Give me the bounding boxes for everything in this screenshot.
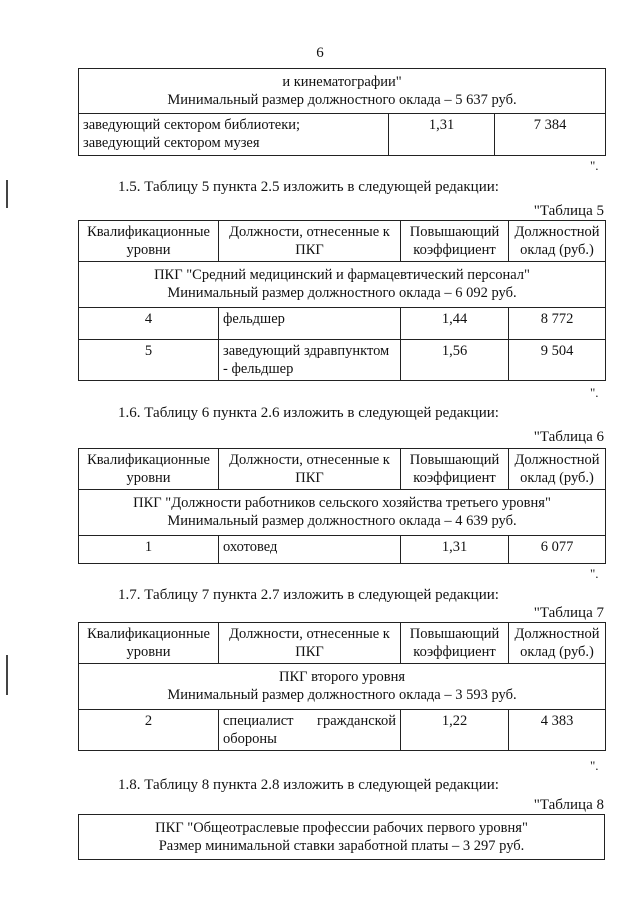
coef-cell: 1,56 xyxy=(401,339,509,380)
pkg-group-name: ПКГ "Должности работников сельского хозяйства третьего уровня" xyxy=(133,495,551,512)
header-salary: Должностной оклад (руб.) xyxy=(509,449,606,490)
table-row xyxy=(79,307,606,339)
pkg-group-name: и кинематографии" xyxy=(282,74,402,90)
table-header-row xyxy=(79,221,606,262)
salary-cell: 9 504 xyxy=(509,339,606,380)
header-salary: Должностной оклад (руб.) xyxy=(509,221,606,262)
position-line: заведующий сектором библиотеки; xyxy=(83,117,301,134)
coef-cell: 1,44 xyxy=(401,307,509,339)
table-row xyxy=(79,709,606,750)
header-position: Должности, отнесенные к ПКГ xyxy=(219,623,401,664)
position-cell: специалист гражданской обороны xyxy=(219,709,401,750)
pkg-group-name: ПКГ второго уровня xyxy=(278,669,406,686)
section-heading: 1.7. Таблицу 7 пункта 2.7 изложить в следующей редакции: xyxy=(118,587,499,603)
table-row xyxy=(79,339,606,380)
pkg-group-header xyxy=(79,664,606,709)
position-line: заведующий сектором музея xyxy=(83,135,260,152)
salary-cell: 7 384 xyxy=(495,114,606,155)
coef-cell: 1,22 xyxy=(401,709,509,750)
scan-edge-mark xyxy=(6,655,8,695)
table-label: "Таблица 8 xyxy=(533,797,604,813)
coef-cell: 1,31 xyxy=(389,114,495,155)
salary-cell: 6 077 xyxy=(509,535,606,563)
table-row xyxy=(79,535,606,563)
header-level: Квалификационные уровни xyxy=(79,449,219,490)
level-cell: 1 xyxy=(79,535,219,563)
pkg-min-salary: Размер минимальной ставки заработной платы – 3 297 руб. xyxy=(158,838,525,855)
pkg-min-salary: Минимальный размер должностного оклада – 5 637 руб. xyxy=(167,92,517,109)
position-cell: фельдшер xyxy=(219,307,401,339)
closing-quote: ". xyxy=(590,758,599,773)
position-cell: заведующий здравпунктом - фельдшер xyxy=(219,339,401,380)
pkg-min-salary: Минимальный размер должностного оклада – 6 092 руб. xyxy=(167,285,517,302)
position-cell: охотовед xyxy=(219,535,401,563)
scan-edge-mark xyxy=(6,180,8,208)
pkg-group-name: ПКГ "Средний медицинский и фармацевтический персонал" xyxy=(154,267,530,284)
table-7 xyxy=(78,622,606,751)
table-label: "Таблица 7 xyxy=(533,605,604,621)
header-position: Должности, отнесенные к ПКГ xyxy=(219,449,401,490)
header-coef: Повышающий коэффициент xyxy=(401,449,509,490)
table-8 xyxy=(78,814,605,860)
table-6 xyxy=(78,448,606,564)
pkg-min-salary: Минимальный размер должностного оклада – 3 593 руб. xyxy=(167,687,517,704)
level-cell: 5 xyxy=(79,339,219,380)
salary-cell: 8 772 xyxy=(509,307,606,339)
level-cell: 2 xyxy=(79,709,219,750)
page-number: 6 xyxy=(316,45,324,61)
header-position: Должности, отнесенные к ПКГ xyxy=(219,221,401,262)
section-heading: 1.5. Таблицу 5 пункта 2.5 изложить в следующей редакции: xyxy=(118,179,499,195)
table-5 xyxy=(78,220,606,381)
table-4-continuation xyxy=(78,68,606,156)
header-salary: Должностной оклад (руб.) xyxy=(509,623,606,664)
level-cell: 4 xyxy=(79,307,219,339)
pkg-group-header xyxy=(79,69,606,114)
section-heading: 1.6. Таблицу 6 пункта 2.6 изложить в следующей редакции: xyxy=(118,405,499,421)
pkg-group-header xyxy=(79,490,606,535)
header-level: Квалификационные уровни xyxy=(79,623,219,664)
pkg-group-name: ПКГ "Общеотраслевые профессии рабочих первого уровня" xyxy=(155,820,528,836)
table-header-row xyxy=(79,623,606,664)
coef-cell: 1,31 xyxy=(401,535,509,563)
closing-quote: ". xyxy=(590,385,599,400)
table-label: "Таблица 5 xyxy=(533,203,604,219)
table-header-row xyxy=(79,449,606,490)
pkg-group-header xyxy=(79,262,606,307)
closing-quote: ". xyxy=(590,566,599,581)
section-heading: 1.8. Таблицу 8 пункта 2.8 изложить в следующей редакции: xyxy=(118,777,499,793)
position-cell xyxy=(79,114,389,155)
header-coef: Повышающий коэффициент xyxy=(401,221,509,262)
pkg-group-header xyxy=(79,815,605,860)
header-coef: Повышающий коэффициент xyxy=(401,623,509,664)
table-row xyxy=(79,114,606,155)
pkg-min-salary: Минимальный размер должностного оклада – 4 639 руб. xyxy=(167,513,517,530)
salary-cell: 4 383 xyxy=(509,709,606,750)
header-level: Квалификационные уровни xyxy=(79,221,219,262)
table-label: "Таблица 6 xyxy=(533,429,604,445)
closing-quote: ". xyxy=(590,158,599,173)
